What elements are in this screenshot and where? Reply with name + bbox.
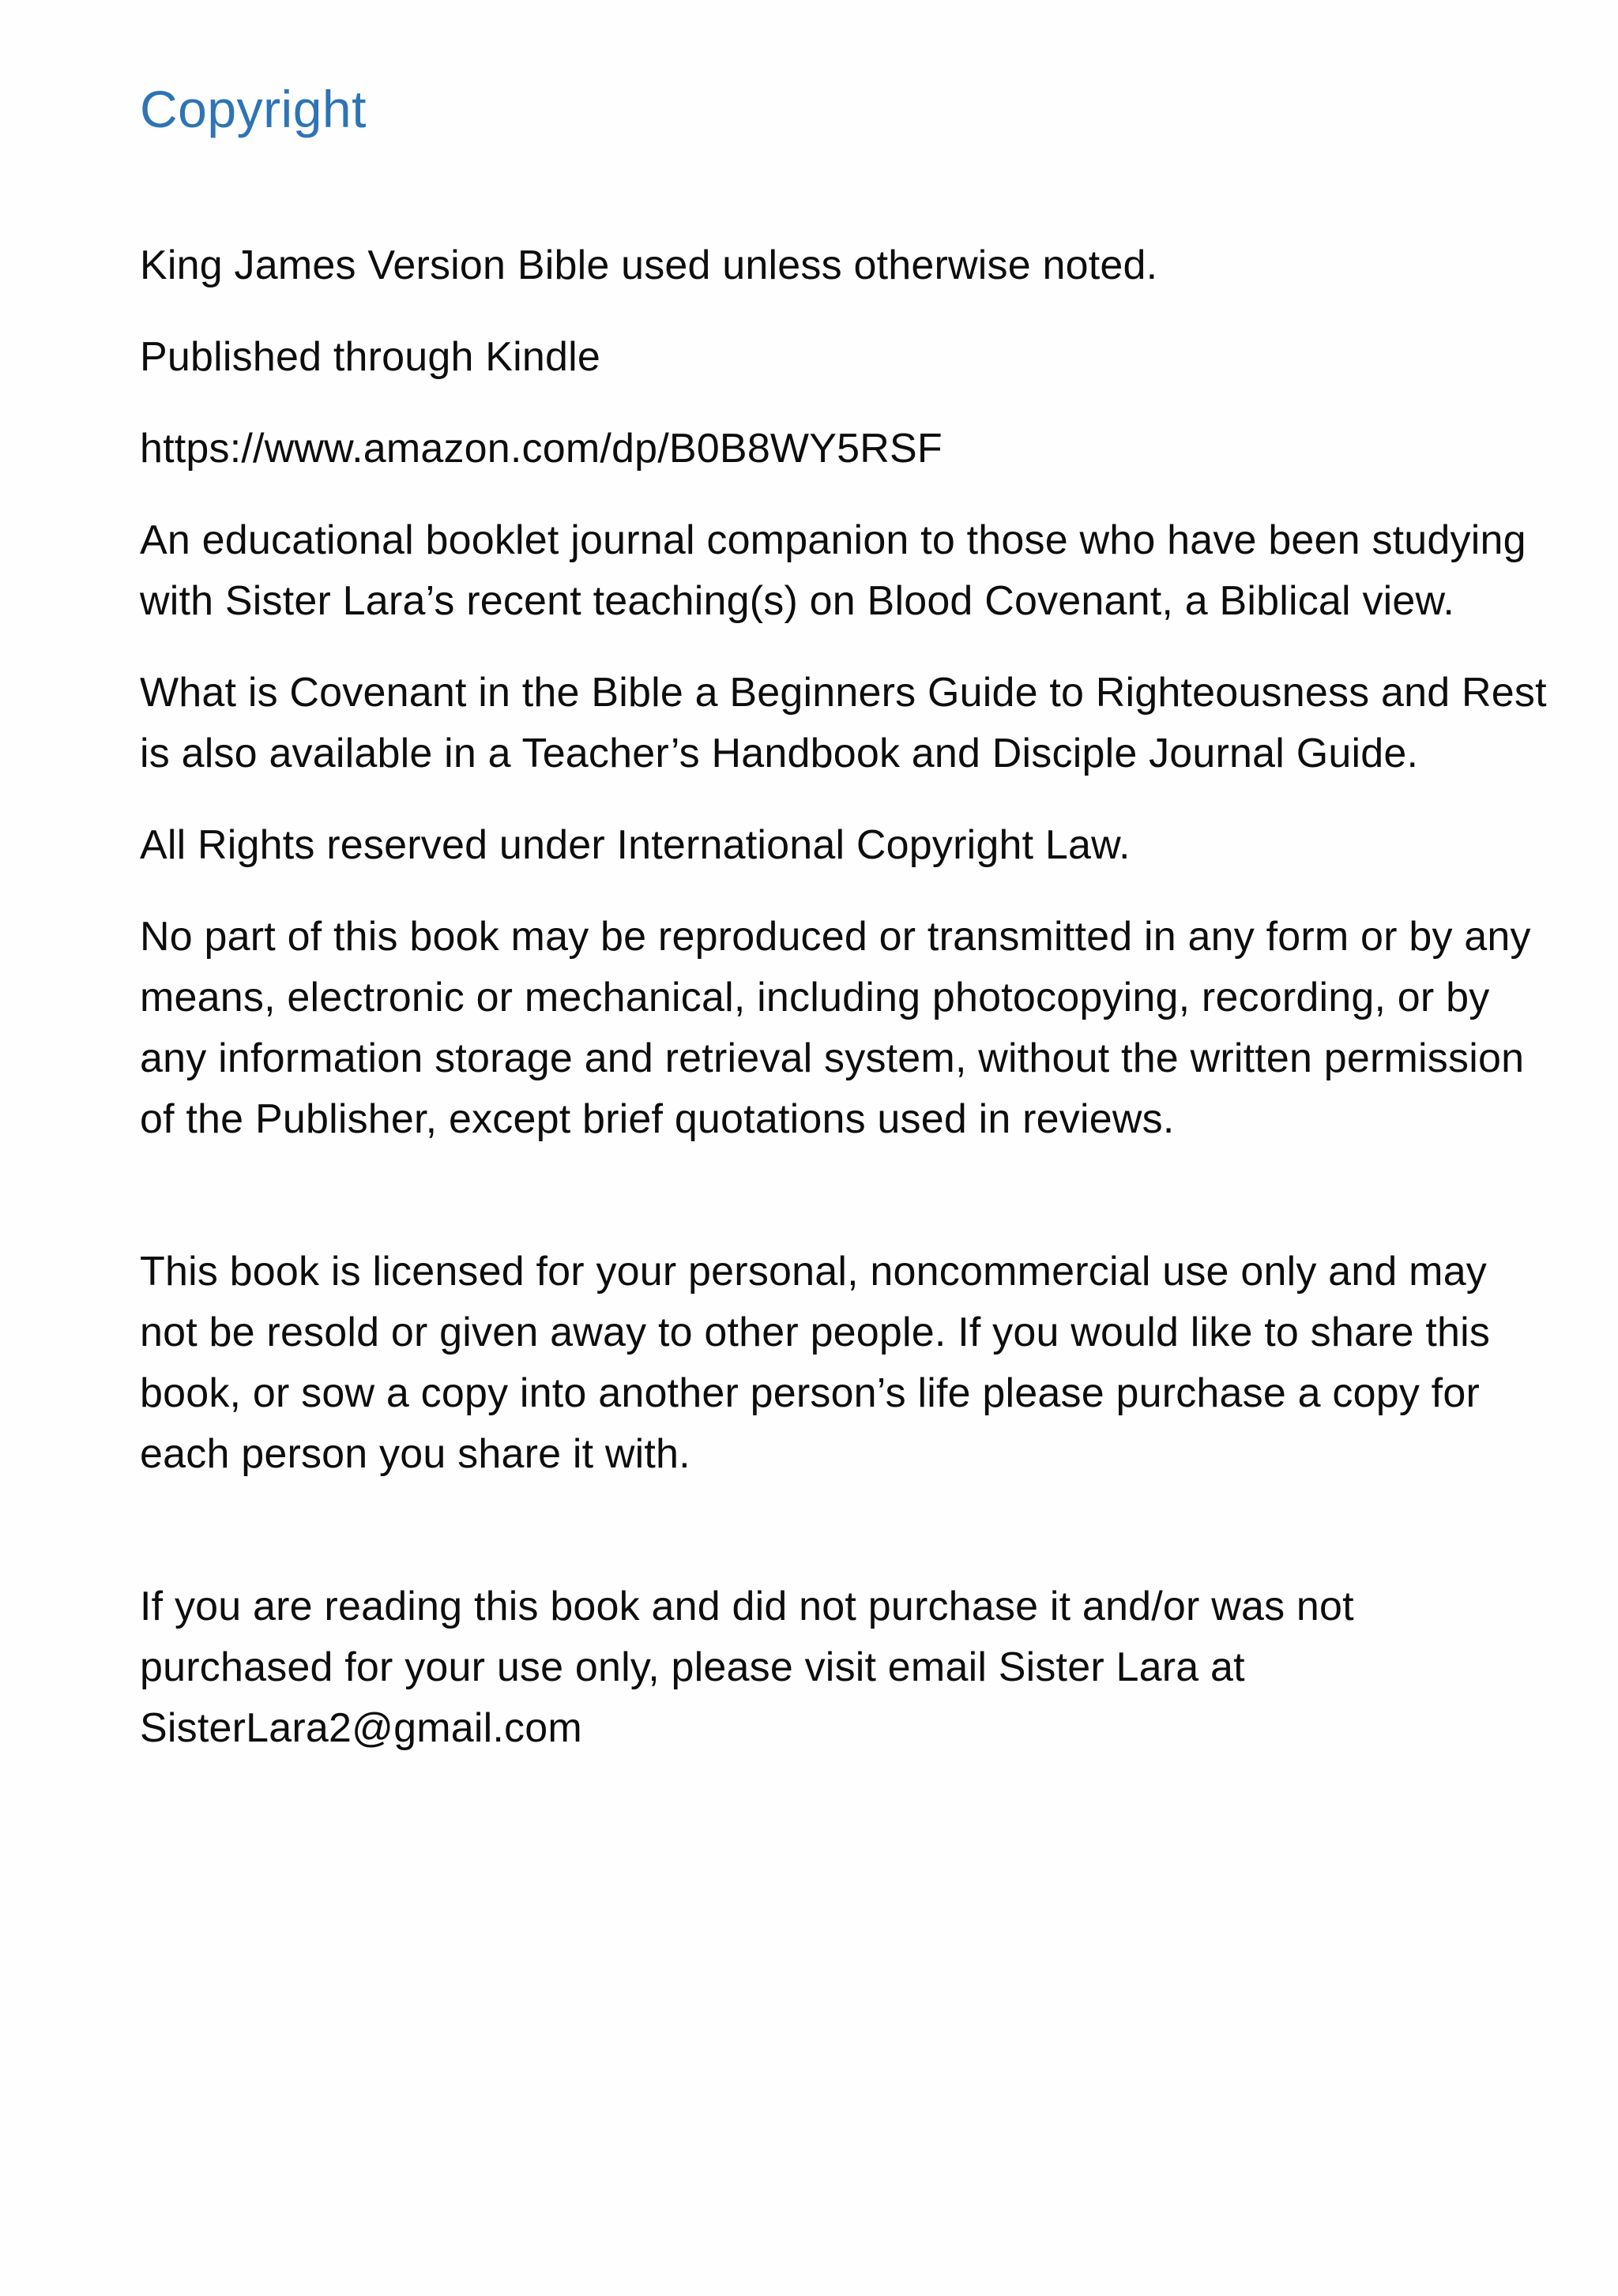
availability-note: What is Covenant in the Bible a Beginners Guide to Righteousness and Rest is also available in a Teacher’s Handbook and Disciple Journal Guide.	[140, 670, 1547, 776]
reproduction-notice: No part of this book may be reproduced or transmitted in any form or by any means, electronic or mechanical, including photocopying, recording, or by any information storage and retrieval system, without the written permission of the Publisher, except brief quotations used in reviews.	[140, 914, 1531, 1142]
page-title: Copyright	[140, 80, 367, 138]
book-url: https://www.amazon.com/dp/B0B8WY5RSF	[140, 426, 943, 472]
page-content	[140, 77, 1554, 1790]
rights-reserved: All Rights reserved under International Copyright Law.	[140, 822, 1131, 868]
book-description: An educational booklet journal companion to those who have been studying with Sister Lara’s recent teaching(s) on Blood Covenant, a Biblical view.	[140, 517, 1526, 624]
license-notice: This book is licensed for your personal, noncommercial use only and may not be resold or given away to other people. If you would like to share this book, or sow a copy into another person’s life please purchase a copy for each person you share it with.	[140, 1249, 1491, 1477]
bible-version-note: King James Version Bible used unless otherwise noted.	[140, 242, 1158, 288]
contact-notice: If you are reading this book and did not purchase it and/or was not purchased for your use only, please visit email Sister Lara at SisterLara2@gmail.com	[140, 1584, 1354, 1751]
publisher-note: Published through Kindle	[140, 334, 600, 380]
